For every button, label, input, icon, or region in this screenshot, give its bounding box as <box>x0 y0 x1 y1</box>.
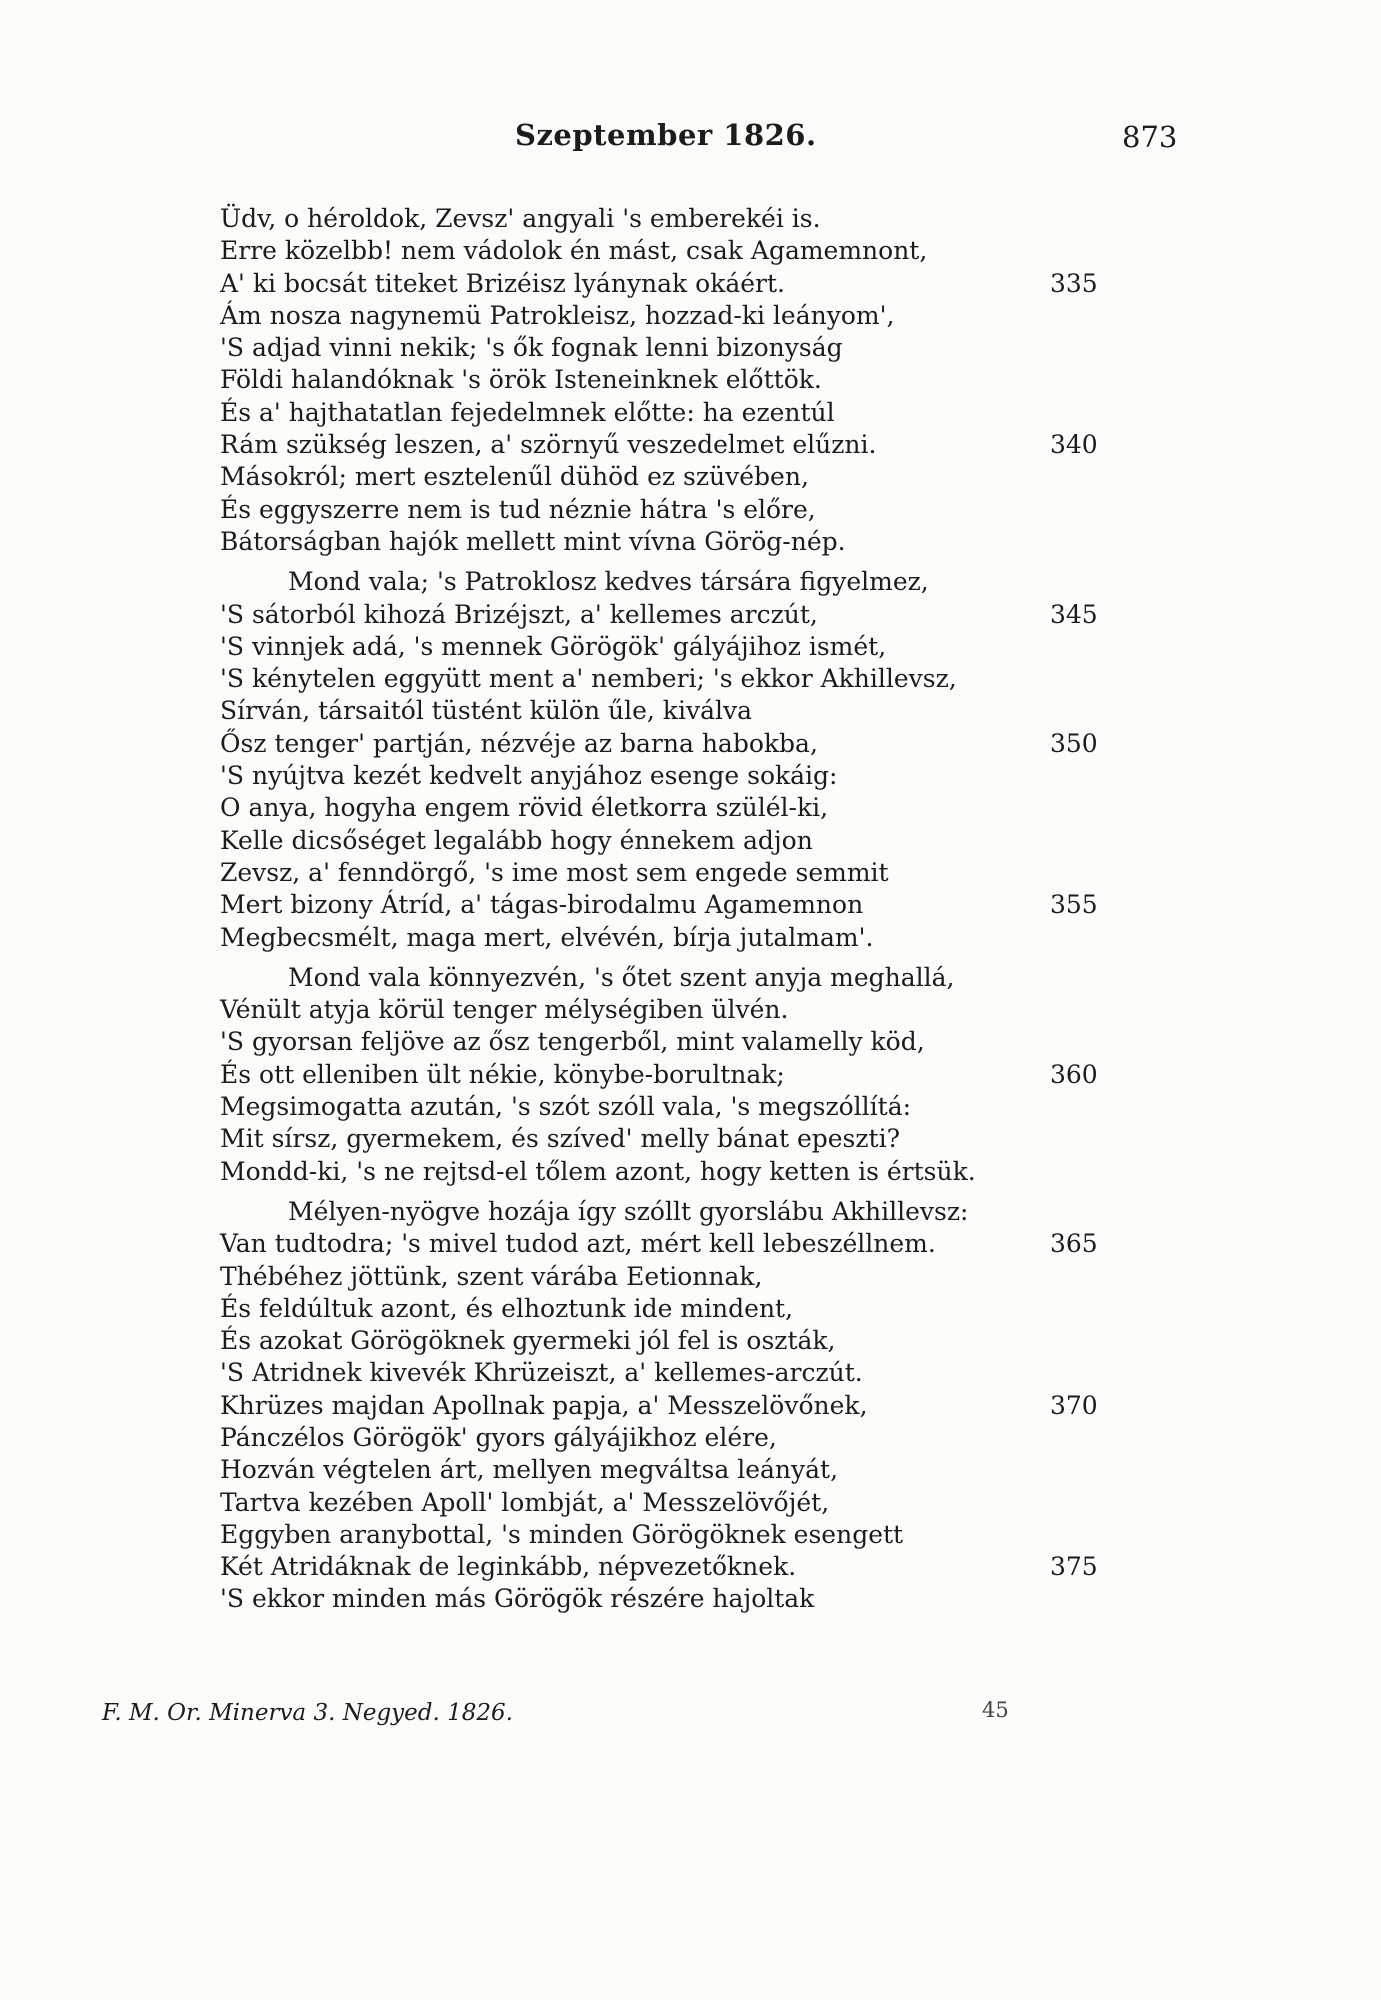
verse-line <box>220 631 1220 663</box>
verse-text: Mondd-ki, 's ne rejtsd-el tőlem azont, hogy ketten is értsük. <box>220 1156 976 1186</box>
verse-text: És eggyszerre nem is tud néznie hátra 's előre, <box>220 494 816 524</box>
verse-line <box>220 494 1220 526</box>
verse-line <box>220 429 1220 461</box>
verse-line <box>220 1196 1220 1228</box>
verse-text: 'S ekkor minden más Görögök részére hajoltak <box>220 1584 815 1614</box>
verse-line <box>220 1583 1220 1615</box>
verse-line <box>220 461 1220 493</box>
verse-text: Mond vala; 's Patroklosz kedves társára figyelmez, <box>288 567 929 597</box>
verse-text: Bátorságban hajók mellett mint vívna Görög-nép. <box>220 526 846 556</box>
line-number: 365 <box>1050 1229 1098 1259</box>
verse-text: Tartva kezében Apoll' lombját, a' Messzelövőjét, <box>220 1487 830 1517</box>
page-footer <box>102 1700 1102 1734</box>
line-number: 355 <box>1050 890 1098 920</box>
verse-text: Üdv, o héroldok, Zevsz' angyali 's emberekéi is. <box>220 204 821 233</box>
stanza <box>220 962 1220 1188</box>
verse-text: Van tudtodra; 's mivel tudod azt, mért kell lebeszéllnem. <box>220 1229 936 1259</box>
stanza <box>220 566 1220 954</box>
line-number: 370 <box>1050 1390 1098 1420</box>
verse-text: Mert bizony Átríd, a' tágas-birodalmu Agamemnon <box>220 890 864 920</box>
verse-line <box>220 825 1220 857</box>
verse-line <box>220 922 1220 954</box>
verse-line <box>220 695 1220 727</box>
verse-text: Pánczélos Görögök' gyors gályájikhoz elére, <box>220 1422 777 1452</box>
printer-signature: F. M. Or. Minerva 3. Negyed. 1826. <box>102 1700 513 1726</box>
verse-text: És a' hajthatatlan fejedelmnek előtte: ha ezentúl <box>220 397 835 427</box>
verse-text: Másokról; mert esztelenűl dühöd ez szüvében, <box>220 462 809 492</box>
verse-line <box>220 1390 1220 1422</box>
verse-text: 'S kénytelen eggyütt ment a' nemberi; 's ekkor Akhillevsz, <box>220 664 957 694</box>
verse-line <box>220 1422 1220 1454</box>
verse-text: 'S gyorsan feljöve az ősz tengerből, mint valamelly köd, <box>220 1027 925 1057</box>
verse-line <box>220 332 1220 364</box>
verse-text: Khrüzes majdan Apollnak papja, a' Messzelövőnek, <box>220 1390 868 1420</box>
verse-text: Mond vala könnyezvén, 's őtet szent anyja meghallá, <box>288 962 955 992</box>
running-title: Szeptember 1826. <box>515 118 817 152</box>
verse-line <box>220 1091 1220 1123</box>
line-number: 345 <box>1050 599 1098 629</box>
verse-line <box>220 1059 1220 1091</box>
verse-line <box>220 1454 1220 1486</box>
verse-text: Ősz tenger' partján, nézvéje az barna habokba, <box>220 728 818 758</box>
verse-text: Két Atridáknak de leginkább, népvezetőknek. <box>220 1552 797 1582</box>
verse-text: Sírván, társaitól tüstént külön űle, kiválva <box>220 696 753 726</box>
verse-line <box>220 300 1220 332</box>
verse-line <box>220 599 1220 631</box>
verse-line <box>220 397 1220 429</box>
verse-line <box>220 760 1220 792</box>
verse-text: Vénült atyja körül tenger mélységiben ülvén. <box>220 995 789 1025</box>
verse-line <box>220 268 1220 300</box>
verse-line <box>220 1519 1220 1551</box>
page-number: 873 <box>1122 120 1178 154</box>
verse-text: 'S nyújtva kezét kedvelt anyjához esenge sokáig: <box>220 761 838 791</box>
verse-line <box>220 203 1220 235</box>
verse-text: Mélyen-nyögve hozája így szóllt gyorslábu Akhillevsz: <box>288 1196 969 1226</box>
verse-text: Eggyben aranybottal, 's minden Görögöknek esengett <box>220 1519 904 1549</box>
verse-line <box>220 792 1220 824</box>
verse-line <box>220 1357 1220 1389</box>
verse-text: Kelle dicsőséget legalább hogy énnekem adjon <box>220 825 813 855</box>
verse-text: Mit sírsz, gyermekem, és szíved' melly bánat epeszti? <box>220 1124 900 1154</box>
verse-text: Megbecsmélt, maga mert, elvévén, bírja jutalmam'. <box>220 922 874 952</box>
sheet-number: 45 <box>982 1698 1009 1722</box>
verse-text: És feldúltuk azont, és elhoztunk ide mindent, <box>220 1293 794 1323</box>
verse-text: Földi halandóknak 's örök Isteneinknek előttök. <box>220 365 822 395</box>
stanza <box>220 1196 1220 1616</box>
verse-text: O anya, hogyha engem rövid életkorra szülél-ki, <box>220 793 829 823</box>
verse-text: Zevsz, a' fenndörgő, 's ime most sem engede semmit <box>220 857 889 887</box>
verse-text: Hozván végtelen árt, mellyen megváltsa leányát, <box>220 1455 839 1485</box>
verse-line <box>220 1156 1220 1188</box>
verse-line <box>220 962 1220 994</box>
verse-line <box>220 1293 1220 1325</box>
verse-line <box>220 364 1220 396</box>
verse-text: Erre közelbb! nem vádolok én mást, csak Agamemnont, <box>220 236 928 266</box>
verse-line <box>220 566 1220 598</box>
verse-line <box>220 1325 1220 1357</box>
verse-line <box>220 1026 1220 1058</box>
page-header <box>0 118 1381 158</box>
verse-line <box>220 994 1220 1026</box>
verse-line <box>220 663 1220 695</box>
verse-text: 'S adjad vinni nekik; 's ők fognak lenni bizonyság <box>220 333 843 363</box>
verse-line <box>220 728 1220 760</box>
poem-body <box>220 203 1220 1616</box>
verse-text: 'S vinnjek adá, 's mennek Görögök' gályájihoz ismét, <box>220 631 887 661</box>
verse-line <box>220 1123 1220 1155</box>
line-number: 340 <box>1050 430 1098 460</box>
line-number: 350 <box>1050 728 1098 758</box>
line-number: 375 <box>1050 1552 1098 1582</box>
verse-text: 'S sátorból kihozá Brizéjszt, a' kellemes arczút, <box>220 599 818 629</box>
verse-line <box>220 889 1220 921</box>
verse-text: És ott elleniben ült nékie, könybe-borultnak; <box>220 1059 785 1089</box>
line-number: 335 <box>1050 268 1098 298</box>
verse-line <box>220 1228 1220 1260</box>
verse-text: 'S Atridnek kivevék Khrüzeiszt, a' kellemes-arczút. <box>220 1358 863 1388</box>
verse-line <box>220 857 1220 889</box>
verse-text: És azokat Görögöknek gyermeki jól fel is oszták, <box>220 1326 836 1356</box>
verse-text: A' ki bocsát titeket Brizéisz lyánynak okáért. <box>220 268 785 298</box>
verse-line <box>220 1261 1220 1293</box>
verse-text: Megsimogatta azután, 's szót szóll vala, 's megszóllítá: <box>220 1092 912 1122</box>
verse-line <box>220 235 1220 267</box>
verse-line <box>220 526 1220 558</box>
verse-text: Thébéhez jöttünk, szent várába Eetionnak, <box>220 1261 763 1291</box>
line-number: 360 <box>1050 1059 1098 1089</box>
verse-text: Ám nosza nagynemü Patrokleisz, hozzad-ki leányom', <box>220 300 895 330</box>
verse-line <box>220 1487 1220 1519</box>
stanza <box>220 203 1220 558</box>
verse-line <box>220 1551 1220 1583</box>
verse-text: Rám szükség leszen, a' szörnyű veszedelmet elűzni. <box>220 430 877 460</box>
